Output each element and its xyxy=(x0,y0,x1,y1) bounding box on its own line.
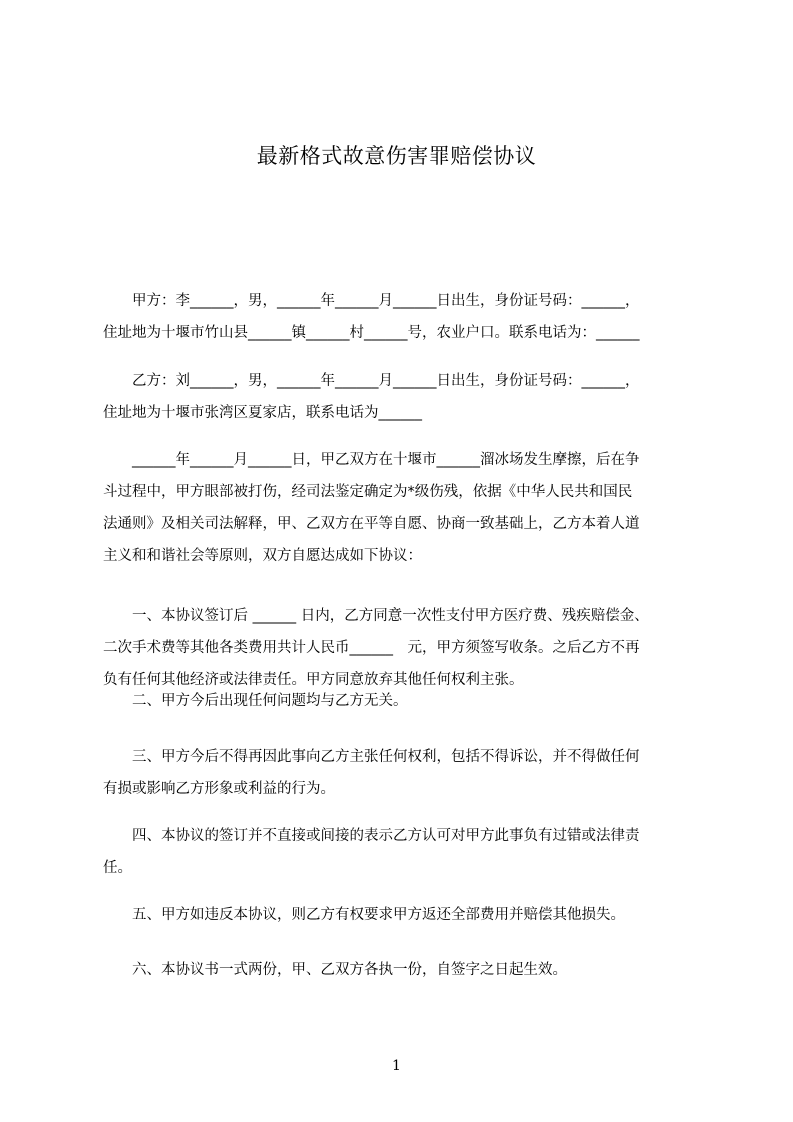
clause-4-line-2: 任。 xyxy=(103,860,132,876)
clause-5-line-1: 五、甲方如违反本协议，则乙方有权要求甲方返还全部费用并赔偿其他损失。 xyxy=(103,907,625,923)
clause-3-paragraph xyxy=(103,741,703,805)
party-b-line-1: 乙方：刘______，男，______年______月______日出生，身份证号码：______， xyxy=(103,373,640,389)
clause-3-line-1: 三、甲方今后不得再因此事向乙方主张任何权利，包括不得诉讼，并不得做任何 xyxy=(103,749,640,765)
clause-2-paragraph xyxy=(103,685,703,717)
preamble-line-3: 法通则》及相关司法解释，甲、乙双方在平等自愿、协商一致基础上，乙方本着人道 xyxy=(103,516,640,532)
clause-2-line-1: 二、甲方今后出现任何问题均与乙方无关。 xyxy=(103,693,408,709)
clause-4-line-1: 四、本协议的签订并不直接或间接的表示乙方认可对甲方此事负有过错或法律责 xyxy=(103,828,640,844)
clause-1-line-3: 负有任何其他经济或法律责任。甲方同意放弃其他任何权利主张。 xyxy=(103,672,524,688)
clause-5-paragraph xyxy=(103,899,703,931)
document-title: 最新格式故意伤害罪赔偿协议 xyxy=(256,144,537,168)
clause-6-line-1: 六、本协议书一式两份，甲、乙双方各执一份，自签字之日起生效。 xyxy=(103,962,567,978)
clause-3-line-2: 有损或影响乙方形象或利益的行为。 xyxy=(103,781,335,797)
preamble-paragraph xyxy=(103,444,703,572)
clause-1-line-2: 二次手术费等其他各类费用共计人民币______ 元，甲方须签写收条。之后乙方不再 xyxy=(103,640,640,656)
party-b-paragraph xyxy=(103,365,703,429)
clause-1-paragraph xyxy=(103,600,703,696)
clause-6-paragraph xyxy=(103,954,703,986)
preamble-line-2: 斗过程中，甲方眼部被打伤，经司法鉴定确定为*级伤残，依据《中华人民共和国民 xyxy=(103,484,633,500)
preamble-line-1: ______年______月______日，甲乙双方在十堰市______溜冰场发生摩擦，后在争 xyxy=(103,452,640,468)
party-a-paragraph xyxy=(103,285,703,349)
party-a-line-2: 住址地为十堰市竹山县______镇______村______号，农业户口。联系电话为：______ xyxy=(103,325,640,341)
page-number: 1 xyxy=(392,1058,401,1074)
party-b-line-2: 住址地为十堰市张湾区夏家店，联系电话为______ xyxy=(103,405,422,421)
party-a-line-1: 甲方：李______，男，______年______月______日出生，身份证号码：______， xyxy=(103,293,640,309)
preamble-line-4: 主义和和谐社会等原则，双方自愿达成如下协议： xyxy=(103,548,422,564)
clause-4-paragraph xyxy=(103,820,703,884)
clause-1-line-1: 一、本协议签订后 ______ 日内，乙方同意一次性支付甲方医疗费、残疾赔偿金、 xyxy=(103,608,649,624)
